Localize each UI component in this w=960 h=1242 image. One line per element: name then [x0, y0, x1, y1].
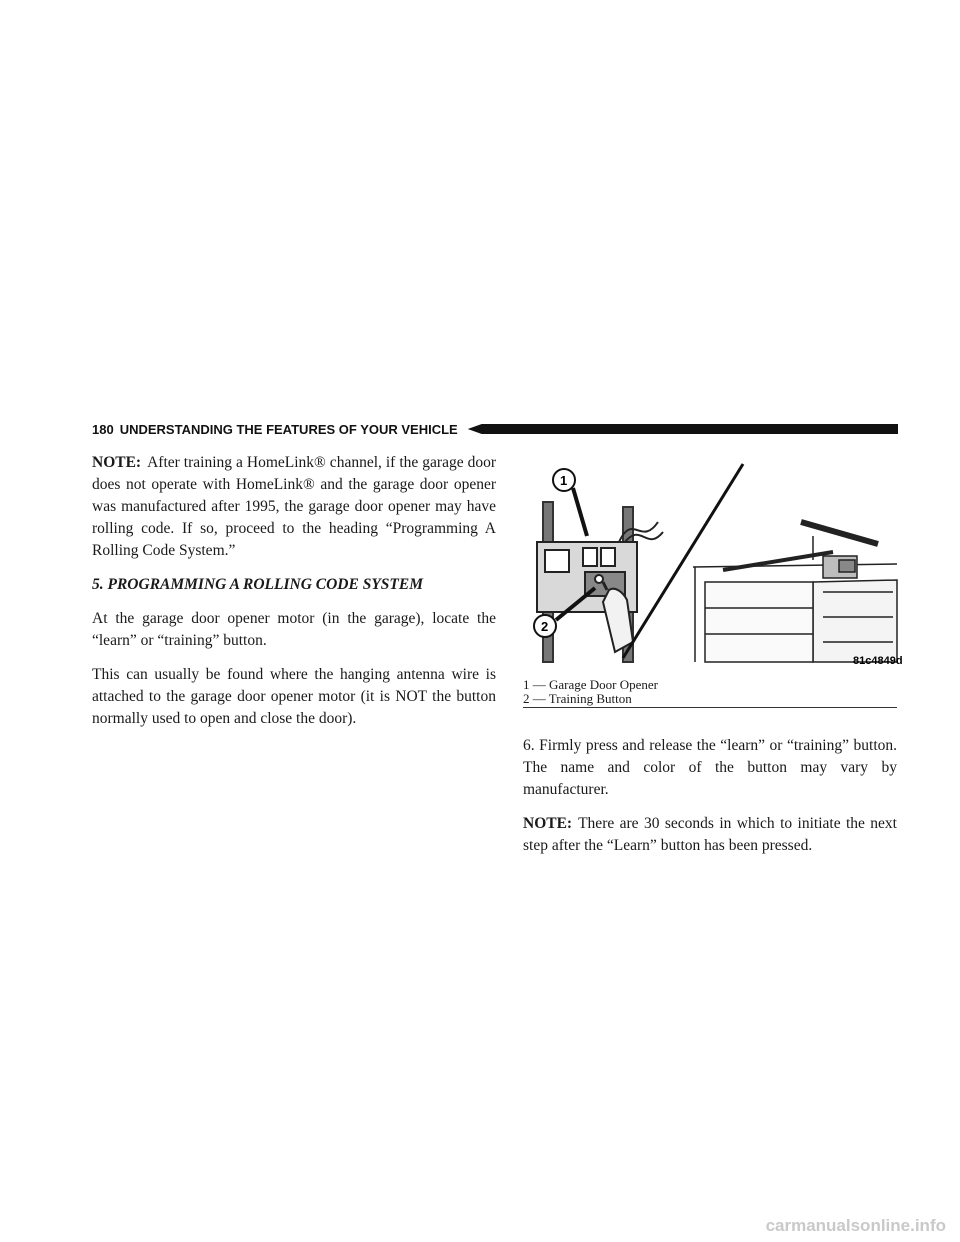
callout-1-arrow: [573, 488, 587, 536]
right-column: [523, 735, 897, 869]
note-text: After training a HomeLink® channel, if the garage door does not operate with HomeLink® and the garage door opener was manufactured after 1995, the garage door opener may have rolling code. If so, proceed to the heading “Programming A Rolling Code System.”: [92, 454, 496, 559]
callout-2-number: 2: [541, 619, 549, 634]
body-paragraph: At the garage door opener motor (in the garage), locate the “learn” or “training” button.: [92, 610, 496, 649]
note-label: NOTE:: [92, 454, 142, 471]
section-title: UNDERSTANDING THE FEATURES OF YOUR VEHICLE: [119, 421, 458, 437]
garage-opener-illustration: [523, 452, 903, 674]
caption-line: 1 — Garage Door Opener: [523, 677, 659, 692]
figure-caption: [523, 678, 897, 708]
watermark: carmanualsonline.info: [765, 1216, 946, 1235]
page-number: 180: [92, 421, 114, 437]
note-label: NOTE:: [523, 815, 573, 832]
garage-interior: [693, 522, 897, 662]
body-paragraph: This can usually be found where the hanging antenna wire is attached to the garage door opener motor (it is NOT the button normally used to open and close the door).: [92, 666, 496, 727]
page-header: [92, 419, 898, 439]
note-paragraph: [92, 452, 496, 562]
header-rule: [468, 424, 898, 434]
left-column: [92, 452, 496, 742]
note-text: There are 30 seconds in which to initiate the next step after the “Learn” button has been pressed.: [523, 815, 897, 854]
figure-code: 81c4849d: [853, 655, 903, 667]
opener-closeup: [537, 502, 663, 662]
caption-line: 2 — Training Button: [523, 691, 632, 706]
step-paragraph: 6. Firmly press and release the “learn” or “training” button. The name and color of the button may vary by manufacturer.: [523, 737, 897, 798]
note-paragraph: [523, 813, 897, 857]
section-heading: 5. PROGRAMMING A ROLLING CODE SYSTEM: [92, 576, 424, 593]
illustration-svg: [523, 452, 903, 674]
callout-1-number: 1: [560, 473, 568, 488]
